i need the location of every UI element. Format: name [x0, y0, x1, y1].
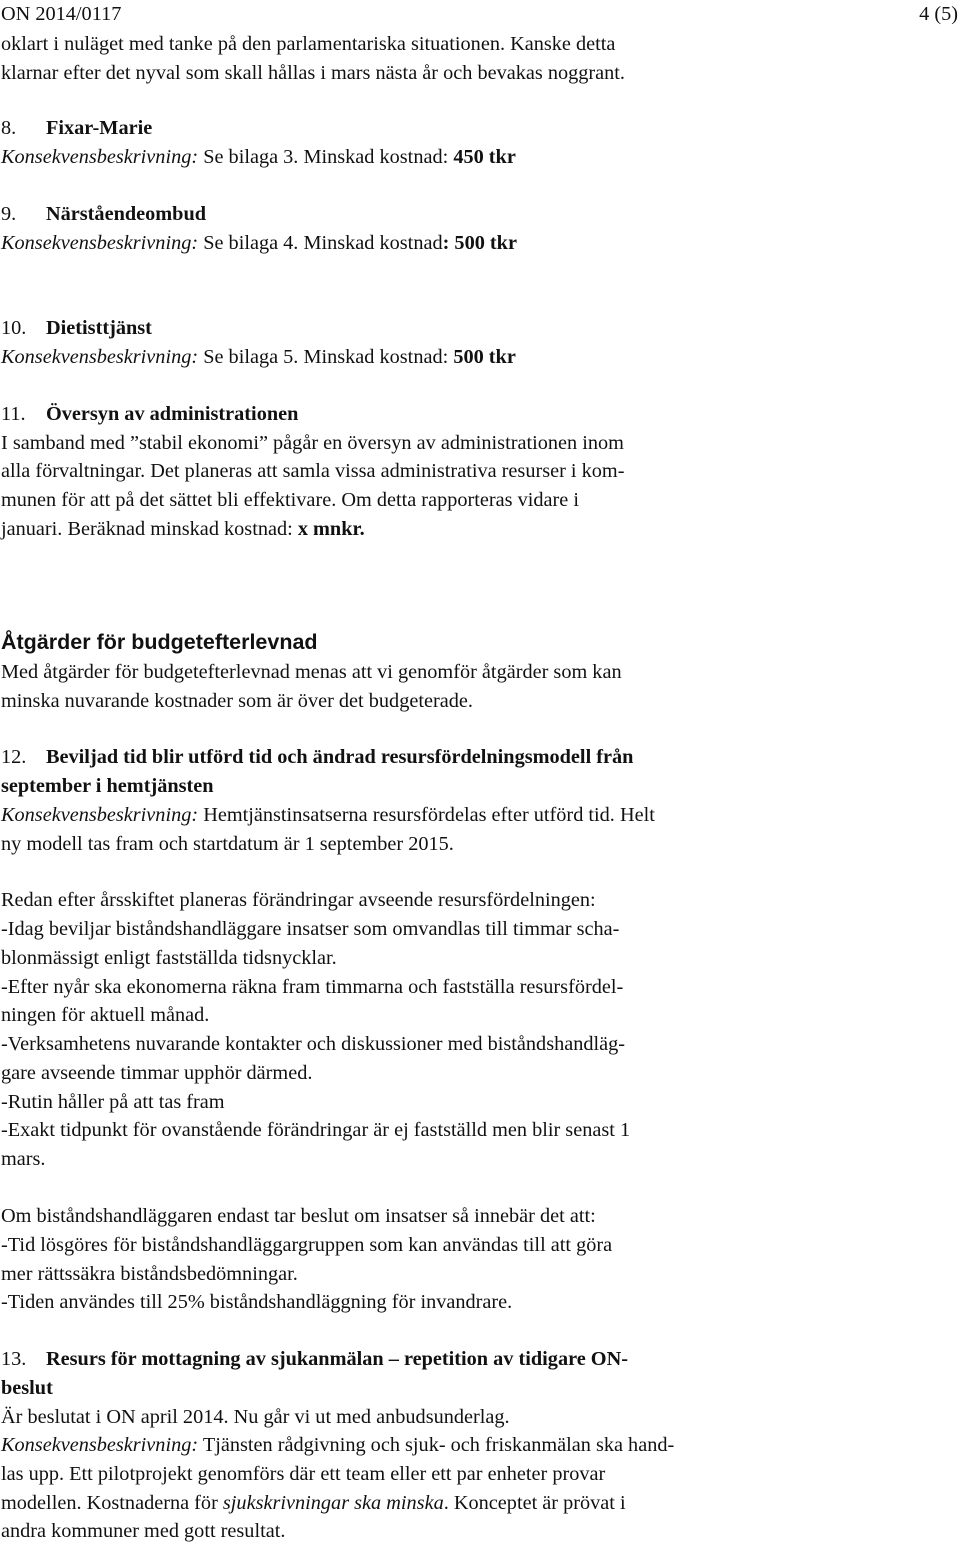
item-12-p3-line: -Tid lösgöres för biståndshandläggargruppen som kan användas till att göra	[1, 1234, 613, 1256]
cost-amount: 450 tkr	[453, 146, 516, 168]
item-13-heading-cont: beslut	[1, 1377, 53, 1399]
item-12-p2-line: -Efter nyår ska ekonomerna räkna fram timmarna och fastställa resursfördel-	[1, 976, 624, 998]
cost-text: januari. Beräknad minskad kostnad:	[1, 518, 298, 540]
intro-line-1: oklart i nuläget med tanke på den parlamentariska situationen. Kanske detta	[1, 33, 616, 55]
item-title: Beviljad tid blir utförd tid och ändrad resursfördelningsmodell från	[46, 746, 634, 768]
item-12-heading	[1, 747, 633, 767]
section-line-2: minska nuvarande kostnader som är över det budgeterade.	[1, 690, 473, 712]
page-number: 4 (5)	[919, 3, 958, 25]
item-13-heading	[1, 1349, 628, 1369]
item-9-heading	[1, 204, 206, 224]
item-12-p2-line: -Verksamhetens nuvarande kontakter och diskussioner med biståndshandläg-	[1, 1033, 626, 1055]
item-11-heading	[1, 404, 298, 424]
cost-amount: x mnkr.	[297, 518, 365, 540]
item-12-p2-line: Redan efter årsskiftet planeras förändringar avseende resursfördelningen:	[1, 889, 596, 911]
item-12-p3-line: Om biståndshandläggaren endast tar beslut om insatser så innebär det att:	[1, 1205, 596, 1227]
item-13-line-1: Är beslutat i ON april 2014. Nu går vi ut med anbudsunderlag.	[1, 1406, 510, 1428]
item-11-line-1: I samband med ”stabil ekonomi” pågår en översyn av administrationen inom	[1, 432, 624, 454]
item-number: 11.	[1, 403, 26, 425]
item-13-line-4	[1, 1493, 626, 1513]
consequence-label: Konsekvensbeskrivning:	[1, 232, 199, 254]
item-9-consequence	[1, 233, 517, 253]
item-12-p2-line: ningen för aktuell månad.	[1, 1004, 210, 1026]
consequence-text: Se bilaga 5. Minskad kostnad:	[198, 346, 454, 368]
item-number: 9.	[1, 203, 17, 225]
item-12-heading-cont: september i hemtjänsten	[1, 775, 214, 797]
item-13-line-3: las upp. Ett pilotprojekt genomförs där ett team eller ett par enheter provar	[1, 1463, 606, 1485]
item-8-heading	[1, 118, 152, 138]
consequence-text: Hemtjänstinsatserna resursfördelas efter utförd tid. Helt	[198, 804, 655, 826]
item-11-line-3: munen för att på det sättet bli effektivare. Om detta rapporteras vidare i	[1, 489, 579, 511]
item-number: 12.	[1, 746, 27, 768]
item-12-line-2: ny modell tas fram och startdatum är 1 september 2015.	[1, 833, 454, 855]
item-title: Närståendeombud	[46, 203, 207, 225]
item-10-heading	[1, 318, 152, 338]
document-id: ON 2014/0117	[1, 3, 122, 25]
item-12-consequence	[1, 805, 655, 825]
item-12-p2-line: gare avseende timmar upphör därmed.	[1, 1062, 313, 1084]
cost-amount: 500 tkr	[453, 346, 516, 368]
item-12-p2-line: blonmässigt enligt fastställda tidsnycklar.	[1, 947, 337, 969]
item-13-line-5: andra kommuner med gott resultat.	[1, 1520, 286, 1542]
consequence-label: Konsekvensbeskrivning:	[1, 804, 199, 826]
consequence-label: Konsekvensbeskrivning:	[1, 146, 199, 168]
item-11-line-2: alla förvaltningar. Det planeras att samla vissa administrativa resurser i kom-	[1, 460, 625, 482]
item-13-consequence	[1, 1435, 674, 1455]
item-number: 10.	[1, 317, 27, 339]
intro-line-2: klarnar efter det nyval som skall hållas i mars nästa år och bevakas noggrant.	[1, 62, 625, 84]
item-8-consequence	[1, 147, 516, 167]
item-title: Fixar-Marie	[46, 117, 153, 139]
emphasis-text: sjukskrivningar ska minska	[222, 1492, 444, 1514]
item-12-p2-line: -Rutin håller på att tas fram	[1, 1091, 225, 1113]
consequence-label: Konsekvensbeskrivning:	[1, 346, 199, 368]
item-12-p2-line: mars.	[1, 1148, 46, 1170]
item-title: Översyn av administrationen	[46, 403, 299, 425]
item-12-p3-line: -Tiden användes till 25% biståndshandläggning för invandrare.	[1, 1291, 513, 1313]
section-heading: Åtgärder för budgetefterlevnad	[1, 630, 318, 654]
item-number: 8.	[1, 117, 17, 139]
text: modellen. Kostnaderna för	[1, 1492, 223, 1514]
section-line-1: Med åtgärder för budgetefterlevnad menas att vi genomför åtgärder som kan	[1, 661, 622, 683]
item-10-consequence	[1, 347, 516, 367]
item-title: Dietisttjänst	[46, 317, 152, 339]
consequence-label: Konsekvensbeskrivning:	[1, 1434, 199, 1456]
text: . Konceptet är prövat i	[443, 1492, 626, 1514]
cost-amount: : 500 tkr	[442, 232, 517, 254]
consequence-text: Tjänsten rådgivning och sjuk- och friskanmälan ska hand-	[198, 1434, 675, 1456]
item-12-p2-line: -Idag beviljar biståndshandläggare insatser som omvandlas till timmar scha-	[1, 918, 620, 940]
consequence-text: Se bilaga 3. Minskad kostnad:	[198, 146, 454, 168]
consequence-text: Se bilaga 4. Minskad kostnad	[198, 232, 443, 254]
item-12-p3-line: mer rättssäkra biståndsbedömningar.	[1, 1263, 298, 1285]
item-number: 13.	[1, 1348, 27, 1370]
item-12-p2-line: -Exakt tidpunkt för ovanstående förändringar är ej fastställd men blir senast 1	[1, 1119, 631, 1141]
item-title: Resurs för mottagning av sjukanmälan – repetition av tidigare ON-	[46, 1348, 628, 1370]
item-11-line-4	[1, 519, 365, 539]
